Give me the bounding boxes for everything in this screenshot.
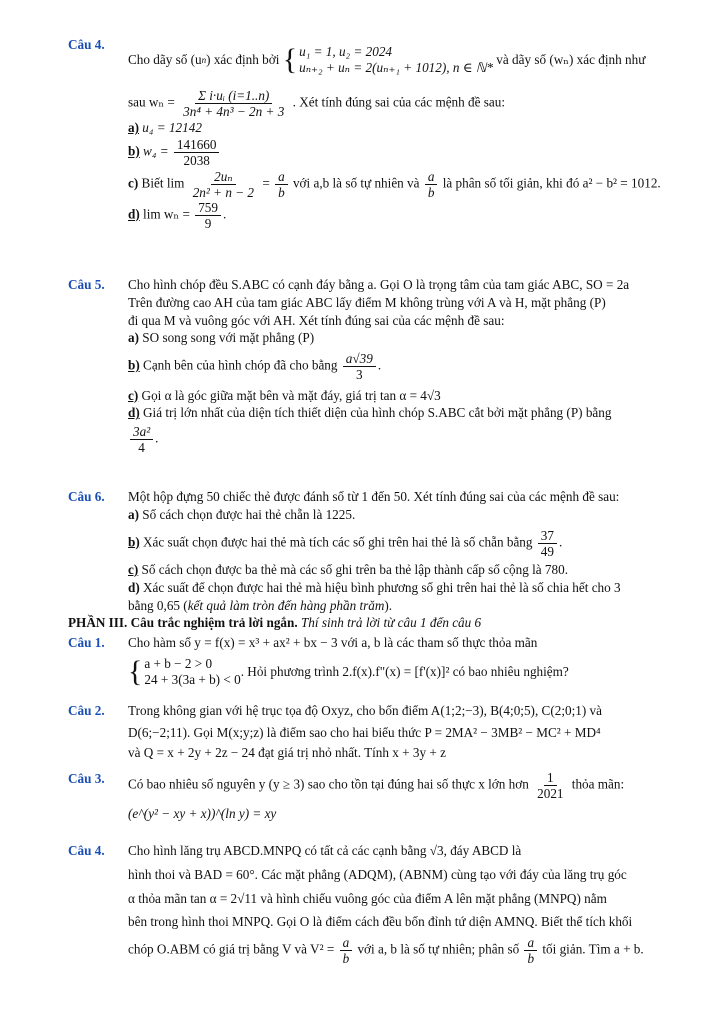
statement-b: b) w₄ = $\frac{141660}{2038}$ [128, 137, 689, 168]
statement-d: d) Giá trị lớn nhất của diện tích thiết diện của hình chóp S.ABC cắt bởi mặt phẳng (P) bằng [128, 405, 612, 421]
short-question-3: Câu 3. Có bao nhiêu số nguyên y (y ≥ 3) sao cho tồn tại đúng hai số thực x lớn hơn $\frac{1}{2021}$ thỏa mãn: (e^(y² − xy + x))^(ln y) = xy [68, 770, 625, 822]
statement-a: a) u₄ = 12142 [128, 120, 202, 136]
question-label: Câu 3. [68, 771, 105, 786]
short-question-2: Câu 2. Trong không gian với hệ trục tọa độ Oxyz, cho bốn điểm A(1;2;−3), B(4;0;5), C(2;0;1) và D(6;−2;11). Gọi M(x;y;z) là điểm sao cho hai biểu thức P = 2MA² − 3MB² − MC² + MD⁴ và Q = x + 2y + 2z − 24 đạt giá trị nhỏ nhất. Tính x + 3y + z [68, 703, 602, 760]
q4-definition: sau wₙ = $\frac{\text{Σ i·uᵢ (i=1..n)}}{\text{3n⁴ + 4n³ − 2n + 3}}$ . Xét tính đúng sai của các mệnh đề sau: [128, 88, 506, 120]
question-label: Câu 5. [68, 277, 105, 292]
statement-c: c) Gọi α là góc giữa mặt bên và mặt đáy, giá trị tan α = 4√3 [128, 387, 441, 403]
short-question-4: Câu 4. Cho hình lăng trụ ABCD.MNPQ có tất cả các cạnh bằng √3, đáy ABCD là hình thoi và BAD = 60°. Các mặt phẳng (ADQM), (ABNM) cùng tạo với đáy của lăng trụ góc α thỏa mãn tan α = 2√11 và hình chiếu vuông góc của điểm A lên mặt phẳng (MNPQ) nằm bên trong hình thoi MNPQ. Gọi O là điểm cách đều bốn đỉnh tứ diện AMNQ. Biết thể tích khối chóp O.ABM có giá trị bằng V và V² = $\frac{a}{b}$ với a, b là số tự nhiên; phân số $\frac{a}{b}$ tối giản. Tìm a + b. [68, 843, 644, 967]
section-header: PHẦN III. Câu trắc nghiệm trả lời ngắn. Thí sinh trả lời từ câu 1 đến câu 6 [68, 615, 482, 630]
question-4 [68, 36, 689, 231]
condition-system: { a + b − 2 > 0 24 + 3(3a + b) < 0 [128, 655, 241, 689]
question-label: Câu 6. [68, 489, 105, 504]
q4-intro: Cho dãy số (u n ) xác định bởi { u₁ = 1, u₂ = 2024 uₙ₊₂ + uₙ = 2(uₙ₊₁ + 1012), n ∈ ℕ* và dãy số (wₙ) xác định như [128, 43, 646, 76]
question-label: Câu 4. [68, 843, 105, 858]
statement-a: a) SO song song với mặt phẳng (P) [128, 330, 315, 346]
statement-d: d) lim wₙ = $\frac{759}{9}$ . [128, 199, 227, 232]
statement-c: c) Biết lim $\frac{\text{2uₙ}}{\text{2n² + n − 2}}$ = $\frac{a}{b}$ với a,b là số tự nhiên và $\frac{a}{b}$ là phân số tối giản, khi đó a² − b² = 1012. [128, 168, 661, 200]
question-label: Câu 4. [68, 37, 105, 52]
recurrence-system: { u₁ = 1, u₂ = 2024 uₙ₊₂ + uₙ = 2(uₙ₊₁ + 1012), n ∈ ℕ* [282, 43, 493, 76]
question-label: Câu 2. [68, 703, 105, 718]
question-5: Câu 5. Cho hình chóp đều S.ABC có cạnh đáy bằng a. Gọi O là trọng tâm của tam giác ABC, SO = 2a Trên đường cao AH của tam giác ABC lấy điểm M không trùng với A và H, mặt phẳng (P) đi qua M và vuông góc với AH. Xét tính đúng sai của các mệnh đề sau: a) SO song song với mặt phẳng (P) b) Cạnh bên của hình chóp đã cho bằng $\frac{a√39}{3}$ . c) Gọi α là góc giữa mặt bên và mặt đáy, giá trị tan α = 4√3 d) Giá trị lớn nhất của diện tích thiết diện của hình chóp S.ABC cắt bởi mặt phẳng (P) bằng $\frac{\text{3a²}}{4}$ . [68, 276, 689, 456]
statement-d: d) Xác suất để chọn được hai thẻ mà hiệu bình phương số ghi trên hai thẻ là số chia hết cho 3 [128, 579, 621, 595]
statement-a: a) Số cách chọn được hai thẻ chẵn là 1225. [128, 506, 356, 522]
short-question-1: Câu 1. Cho hàm số y = f(x) = x³ + ax² + bx − 3 với a, b là các tham số thực thỏa mãn { a + b − 2 > 0 24 + 3(3a + b) < 0 . Hỏi phương trình 2.f(x).f"(x) = [f'(x)]² có bao nhiêu nghiệm? [68, 635, 569, 689]
statement-b: b) Cạnh bên của hình chóp đã cho bằng $\frac{a√39}{3}$ . [128, 351, 382, 383]
question-label: Câu 1. [68, 635, 105, 650]
question-6: Câu 6. Một hộp đựng 50 chiếc thẻ được đánh số từ 1 đến 50. Xét tính đúng sai của các mệnh đề sau: a) Số cách chọn được hai thẻ chẵn là 1225. b) Xác suất chọn được hai thẻ mà tích các số ghi trên hai thẻ là số chẵn bằng $\frac{37}{49}$ . c) Số cách chọn được ba thẻ mà các số ghi trên ba thẻ lập thành cấp số cộng là 780. d) Xác suất để chọn được hai thẻ mà hiệu bình phương số ghi trên hai thẻ là số chia hết cho 3 bằng 0,65 (kết quả làm tròn đến hàng phần trăm). [68, 488, 689, 614]
w-formula-fraction: $\frac{\text{Σ i·uᵢ (i=1..n)}}{\text{3n⁴ + 4n³ − 2n + 3}}$ [183, 88, 285, 120]
statement-b: b) Xác suất chọn được hai thẻ mà tích các số ghi trên hai thẻ là số chẵn bằng $\frac{37}{49}$ . [128, 527, 563, 559]
statement-c: c) Số cách chọn được ba thẻ mà các số ghi trên ba thẻ lập thành cấp số cộng là 780. [128, 561, 569, 577]
